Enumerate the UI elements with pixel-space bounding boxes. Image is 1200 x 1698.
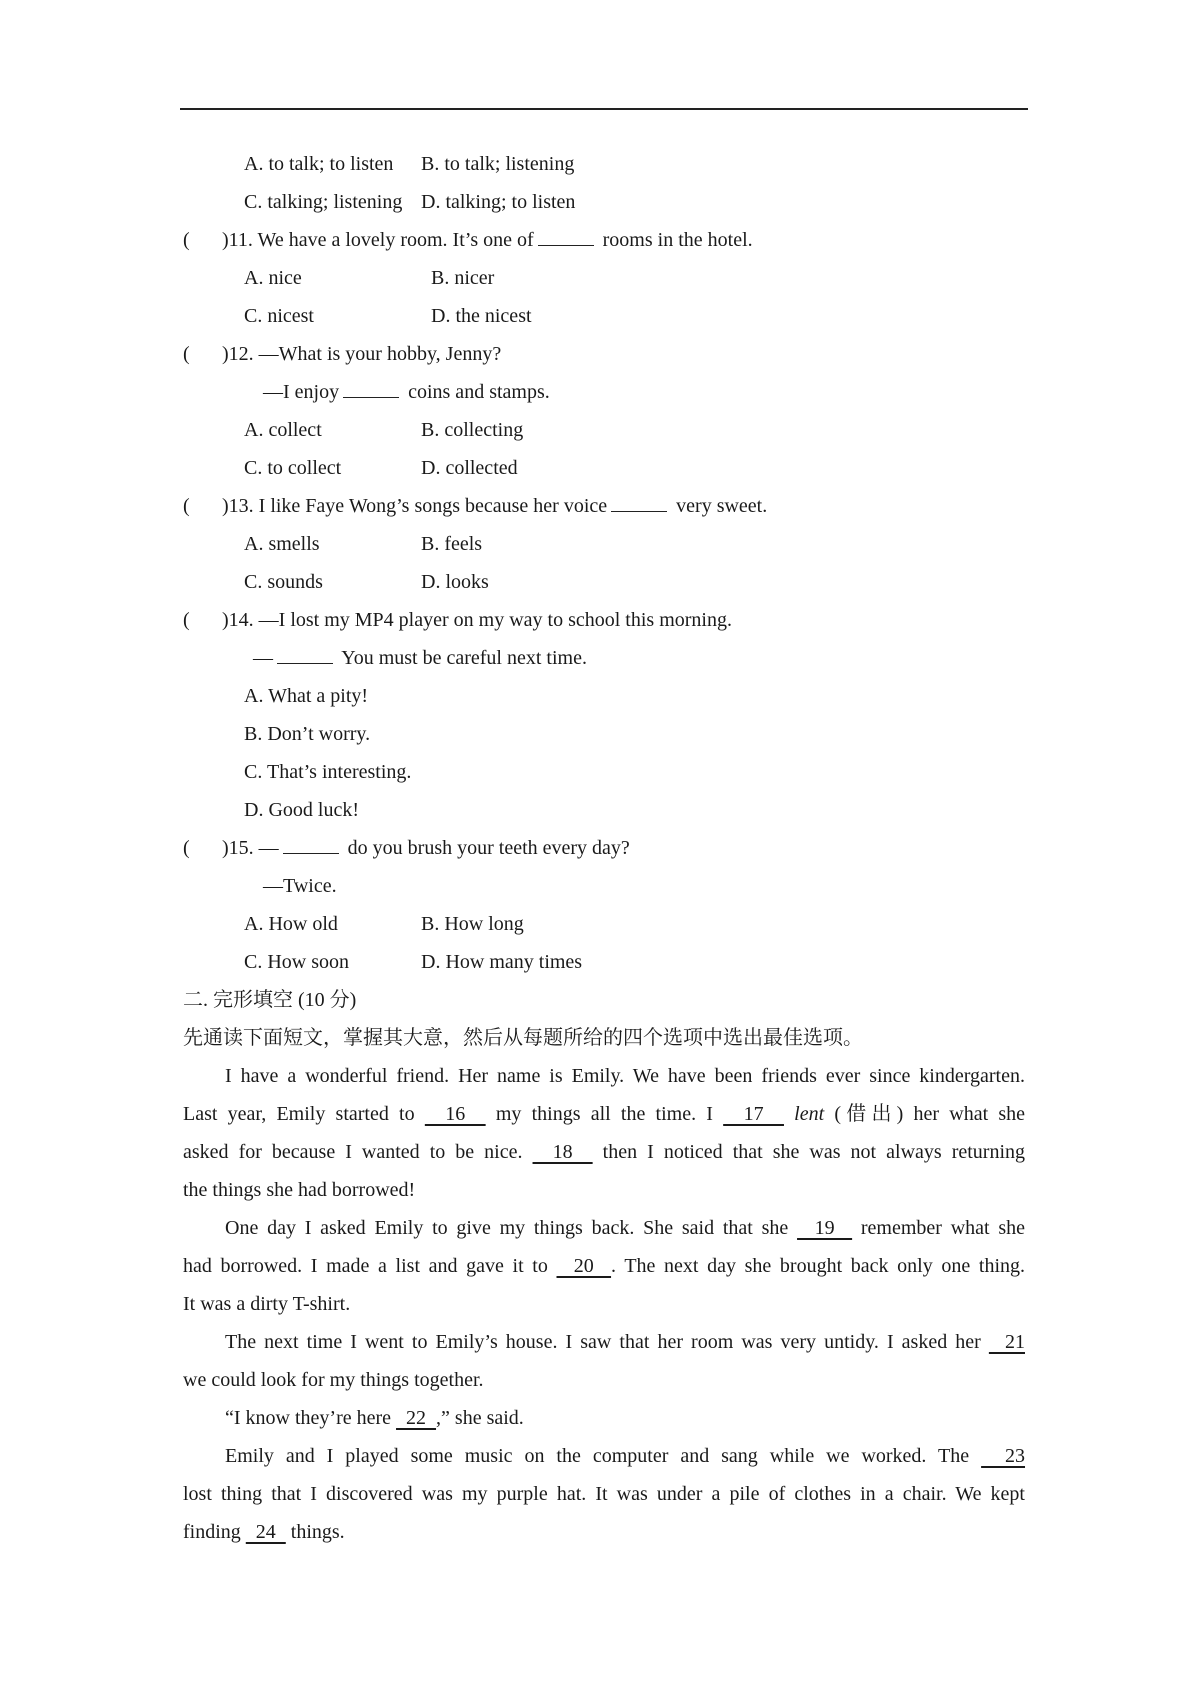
q11-options-row-2 xyxy=(183,297,1025,335)
option-a: A. What a pity! xyxy=(244,685,369,707)
q13-options-row-1 xyxy=(183,525,1025,563)
question-11 xyxy=(183,221,1025,259)
option-c: C. to collect xyxy=(244,457,342,479)
answer-paren: ( xyxy=(183,343,190,365)
option-d: D. the nicest xyxy=(431,305,532,327)
passage-line: Last year, Emily started to 16 my things all the time. I 17 lent (借出) her what she xyxy=(183,1103,1025,1125)
option-b: B. nicer xyxy=(431,267,495,289)
question-12-response xyxy=(183,373,1025,411)
option-a: A. smells xyxy=(244,533,320,555)
question-stem: )15. — xyxy=(222,837,279,859)
blank-19: 19 xyxy=(797,1217,853,1239)
blank-16: 16 xyxy=(424,1103,486,1125)
passage-line: The next time I went to Emily’s house. I saw that her room was very untidy. I asked her 21 xyxy=(225,1331,1025,1353)
q12-options-row-2 xyxy=(183,449,1025,487)
blank-20: 20 xyxy=(556,1255,612,1277)
option-d: D. collected xyxy=(421,457,518,479)
q10-options-row-2 xyxy=(183,183,1025,221)
blank-22: 22 xyxy=(396,1407,437,1429)
option-a: A. to talk; to listen xyxy=(244,153,394,175)
question-stem-end: rooms in the hotel. xyxy=(602,229,753,251)
question-12 xyxy=(183,335,1025,373)
answer-paren: ( xyxy=(183,609,190,631)
option-a: A. collect xyxy=(244,419,322,441)
passage-line: finding 24 things. xyxy=(183,1521,345,1543)
q11-options-row-1 xyxy=(183,259,1025,297)
passage-line: I have a wonderful friend. Her name is Emily. We have been friends ever since kindergarten. xyxy=(225,1065,1025,1087)
answer-paren: ( xyxy=(183,495,190,517)
answer-blank xyxy=(277,641,333,664)
section-instruction: 先通读下面短文，掌握其大意，然后从每题所给的四个选项中选出最佳选项。 xyxy=(183,1027,863,1049)
passage-line: lost thing that I discovered was my purple hat. It was under a pile of clothes in a chair. We kept xyxy=(183,1483,1025,1505)
option-a: A. nice xyxy=(244,267,302,289)
q10-options-row-1 xyxy=(183,145,1025,183)
passage-line: the things she had borrowed! xyxy=(183,1179,416,1201)
option-d: D. Good luck! xyxy=(244,799,359,821)
question-13 xyxy=(183,487,1025,525)
option-b: B. Don’t worry. xyxy=(244,723,371,745)
response-text: —I enjoy xyxy=(263,381,340,403)
passage-line: had borrowed. I made a list and gave it to 20 . The next day she brought back only one thing. xyxy=(183,1255,1025,1277)
section-title: 二. 完形填空 (10 分) xyxy=(183,989,357,1011)
question-stem: )11. We have a lovely room. It’s one of xyxy=(222,229,534,251)
option-c: C. sounds xyxy=(244,571,323,593)
option-b: B. How long xyxy=(421,913,524,935)
option-c: C. That’s interesting. xyxy=(244,761,412,783)
answer-blank xyxy=(343,375,399,398)
q15-options-row-1 xyxy=(183,905,1025,943)
option-a: A. How old xyxy=(244,913,338,935)
answer-paren: ( xyxy=(183,837,190,859)
blank-18: 18 xyxy=(532,1141,593,1163)
passage-line: Emily and I played some music on the computer and sang while we worked. The 23 xyxy=(225,1445,1026,1467)
response-text-end: coins and stamps. xyxy=(408,381,550,403)
blank-24: 24 xyxy=(245,1521,286,1543)
content xyxy=(183,145,1025,1551)
passage-line: asked for because I wanted to be nice. 18 then I noticed that she was not always returning xyxy=(183,1141,1026,1163)
option-b: B. collecting xyxy=(421,419,524,441)
blank-23: 23 xyxy=(981,1445,1026,1467)
response-text: — xyxy=(253,647,273,669)
question-15 xyxy=(183,829,1025,867)
passage-line: It was a dirty T-shirt. xyxy=(183,1293,351,1315)
question-stem: )13. I like Faye Wong’s songs because her voice xyxy=(222,495,608,517)
option-c: C. talking; listening xyxy=(244,191,403,213)
option-c: C. How soon xyxy=(244,951,350,973)
question-15-response: —Twice. xyxy=(263,875,337,897)
question-stem: )12. —What is your hobby, Jenny? xyxy=(222,343,502,365)
blank-17: 17 xyxy=(723,1103,784,1125)
q13-options-row-2 xyxy=(183,563,1025,601)
passage-line: we could look for my things together. xyxy=(183,1369,484,1391)
question-stem-end: very sweet. xyxy=(676,495,768,517)
header-rule xyxy=(180,108,1028,110)
answer-blank xyxy=(611,489,667,512)
answer-blank xyxy=(283,831,339,854)
response-text-end: You must be careful next time. xyxy=(341,647,587,669)
q12-options-row-1 xyxy=(183,411,1025,449)
question-stem-end: do you brush your teeth every day? xyxy=(347,837,630,859)
passage-line: “I know they’re here 22 ,” she said. xyxy=(225,1407,524,1429)
question-14-response xyxy=(183,639,1025,677)
answer-paren: ( xyxy=(183,229,190,251)
option-d: D. talking; to listen xyxy=(421,191,576,213)
question-stem: )14. —I lost my MP4 player on my way to school this morning. xyxy=(222,609,732,631)
option-d: D. looks xyxy=(421,571,489,593)
option-d: D. How many times xyxy=(421,951,583,973)
q15-options-row-2 xyxy=(183,943,1025,981)
question-14 xyxy=(183,601,1025,639)
option-b: B. feels xyxy=(421,533,483,555)
option-b: B. to talk; listening xyxy=(421,153,575,175)
option-c: C. nicest xyxy=(244,305,314,327)
passage-line: One day I asked Emily to give my things back. She said that she 19 remember what she xyxy=(225,1217,1026,1239)
answer-blank xyxy=(538,223,594,246)
blank-21: 21 xyxy=(988,1331,1025,1353)
